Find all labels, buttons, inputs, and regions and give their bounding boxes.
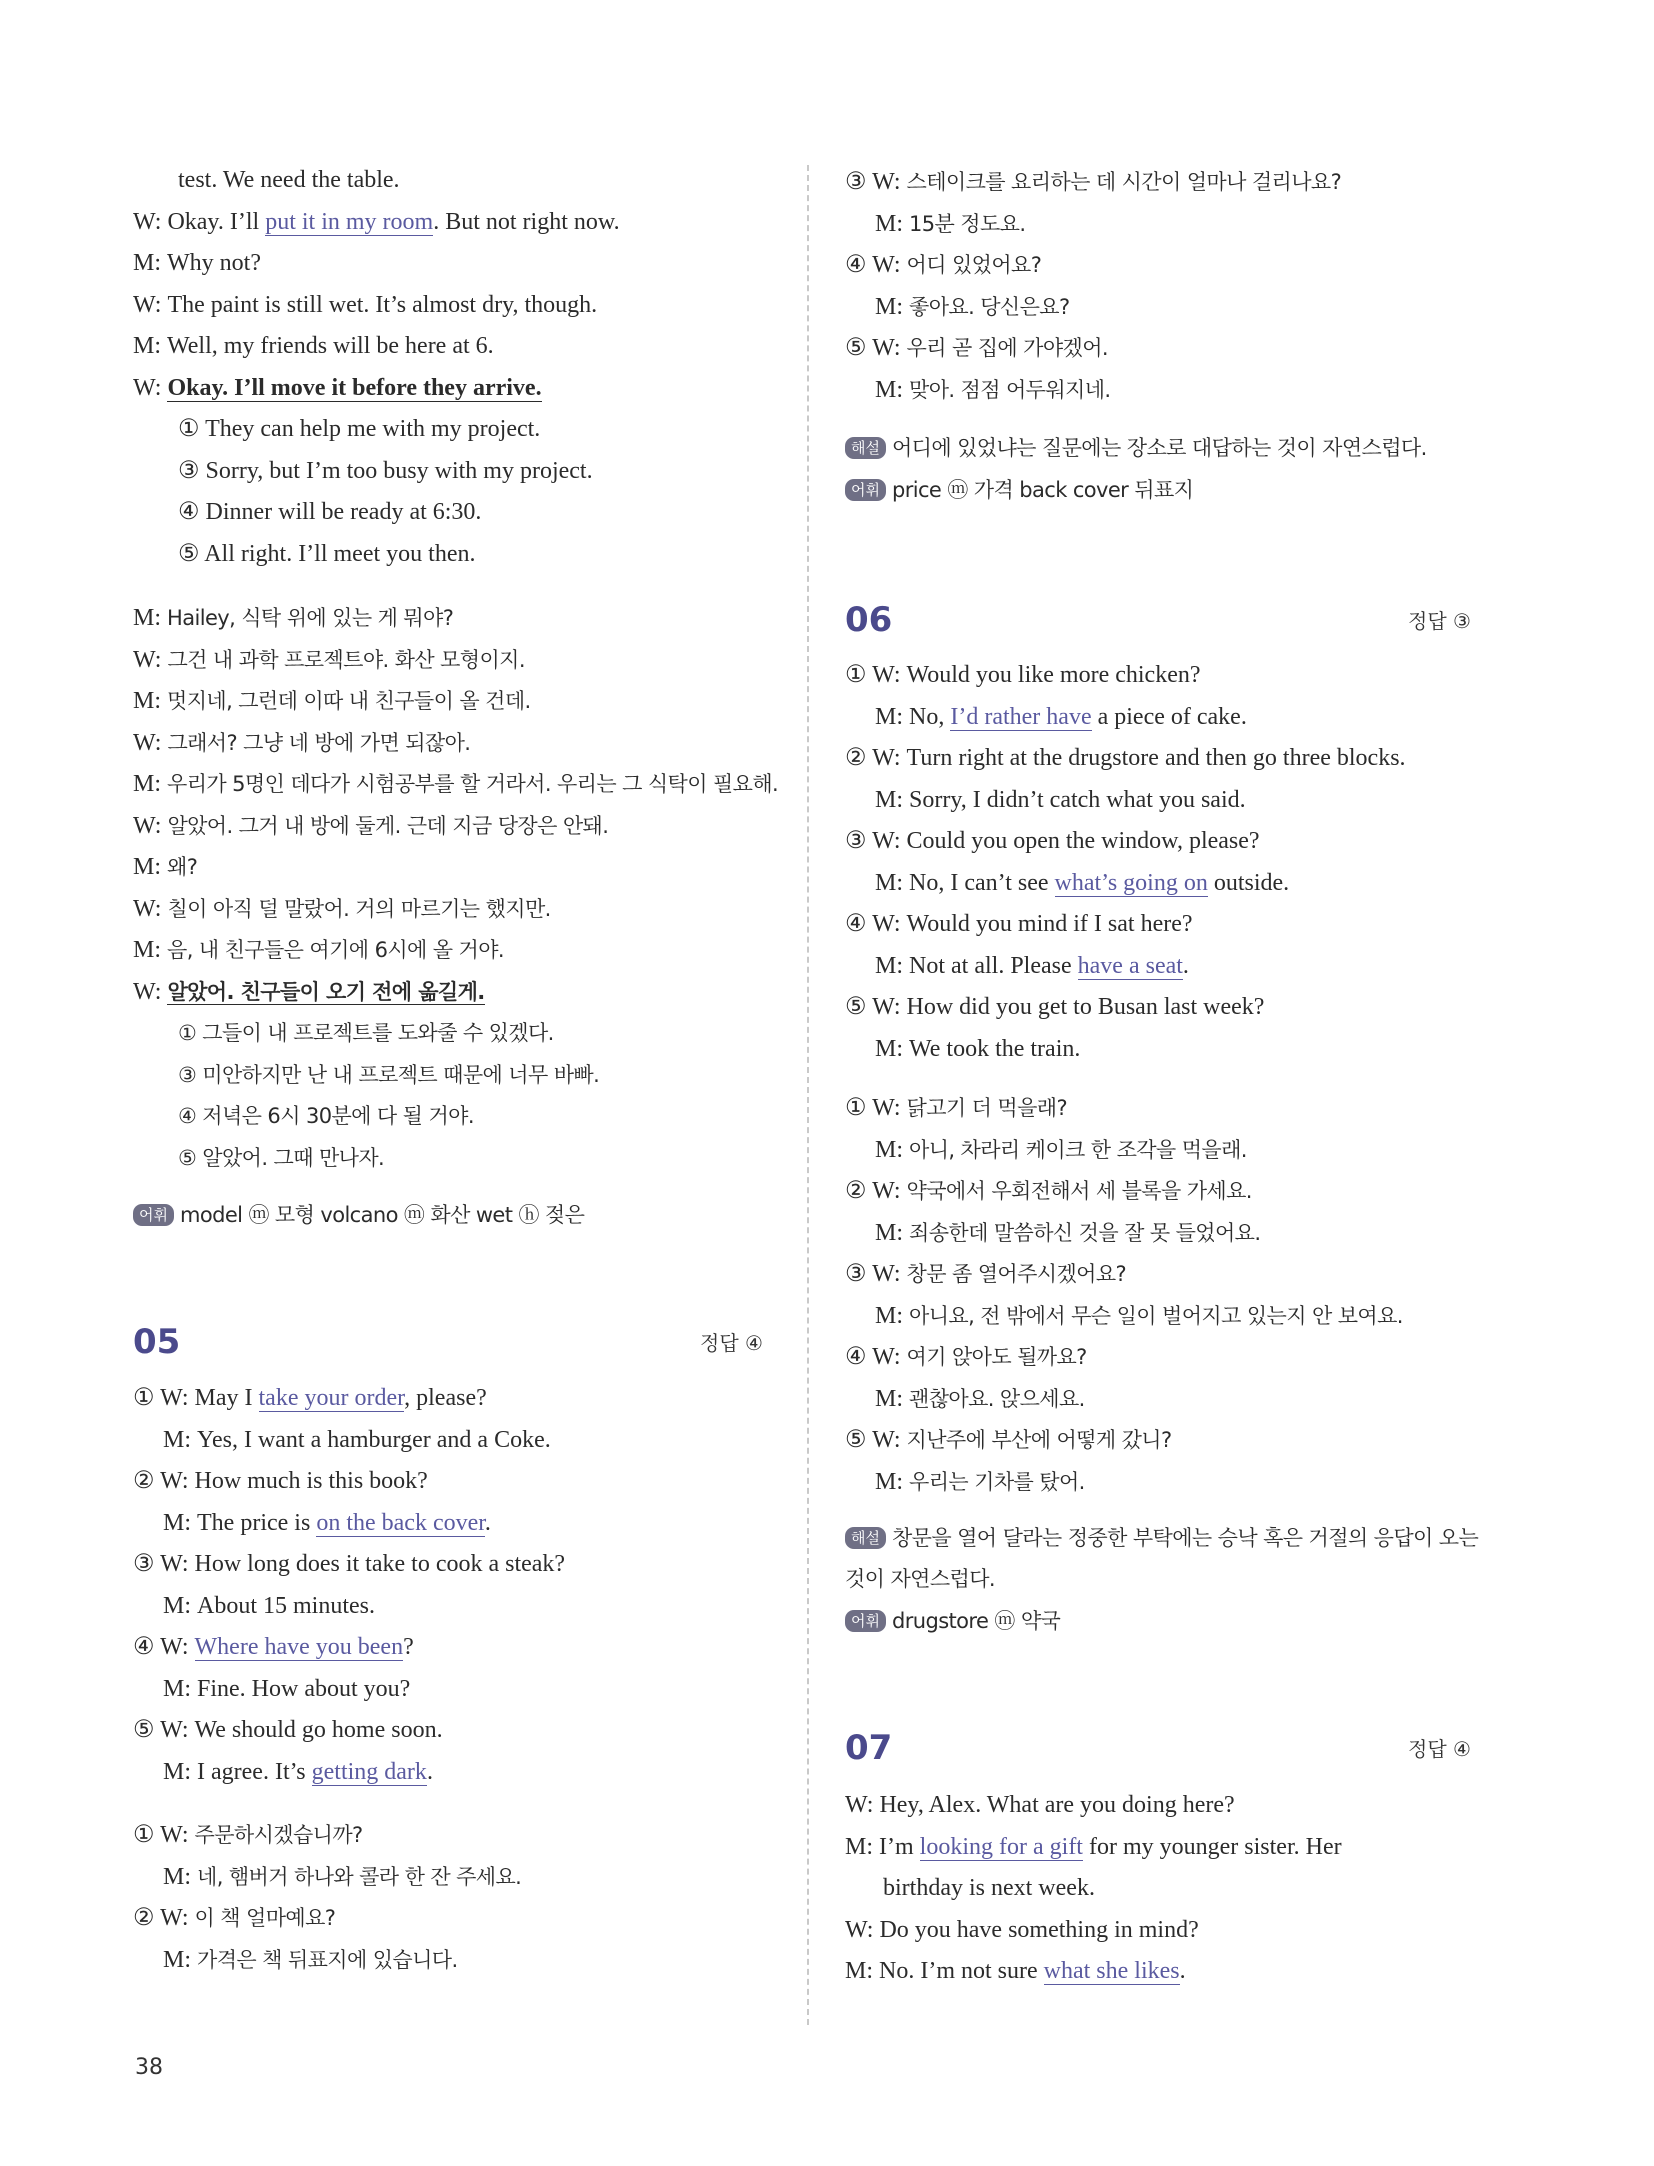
speaker-label: ④ W: — [133, 1634, 195, 1660]
line-text: 15분 정도요. — [909, 211, 1026, 236]
speaker-label: ⑤ W: — [133, 1717, 195, 1743]
dialogue-line — [883, 1873, 1095, 1903]
line-text: ⑤ All right. I’ll meet you then. — [178, 540, 476, 567]
dialogue-line — [178, 1018, 554, 1048]
speaker-label: M: — [133, 688, 168, 714]
dialogue-line — [133, 894, 551, 924]
dialogue-line — [133, 686, 531, 716]
speaker-label: ④ W: — [845, 911, 907, 937]
dialogue-line — [875, 1135, 1247, 1165]
speaker-label: ② W: — [845, 1178, 907, 1204]
speaker-label: M: — [875, 703, 910, 730]
speaker-label: ③ W: — [133, 1551, 195, 1577]
speaker-label: W: — [845, 1916, 880, 1943]
speaker-label: ④ W: — [845, 1344, 907, 1370]
dialogue-line — [845, 1176, 1252, 1206]
line-text: 약국에서 우회전해서 세 블록을 가세요. — [906, 1179, 1252, 1203]
dialogue-line — [133, 769, 778, 799]
vocab-tag: 어휘 — [845, 479, 886, 501]
speaker-label: W: — [133, 208, 168, 235]
speaker-label: ⑤ W: — [845, 994, 907, 1020]
dialogue-line — [875, 375, 1111, 405]
dialogue-line — [845, 1832, 1342, 1862]
line-text: ① 그들이 내 프로젝트를 도와줄 수 있겠다. — [178, 1021, 554, 1045]
fill-blank: Where have you been — [194, 1634, 404, 1660]
explanation-06-text: 창문을 열어 달라는 정중한 부탁에는 승낙 혹은 거절의 응답이 오는 — [891, 1526, 1479, 1550]
speaker-label: ③ W: — [845, 169, 907, 195]
page-number: 38 — [135, 2055, 163, 2080]
dialogue-line — [178, 1143, 384, 1173]
speaker-label: ⑤ W: — [845, 335, 907, 361]
dialogue-line — [178, 165, 400, 195]
speaker-label: W: — [845, 1792, 880, 1818]
line-text: 여기 앉아도 될까요? — [906, 1345, 1087, 1369]
fill-blank: take your order — [258, 1385, 405, 1411]
speaker-label: M: — [163, 1758, 198, 1785]
dialogue-line — [133, 603, 453, 633]
dialogue-line — [845, 250, 1041, 280]
speaker-label: ① W: — [133, 1822, 195, 1848]
line-text: May I — [194, 1385, 259, 1411]
answer-sentence: Okay. I’ll move it before they arrive. — [167, 374, 542, 401]
speaker-label: W: — [133, 978, 168, 1005]
line-text: 우리 곧 집에 가야겠어. — [906, 336, 1108, 360]
speaker-label: ① W: — [845, 1095, 907, 1121]
column-divider — [807, 165, 809, 2025]
line-text: I’m — [879, 1833, 920, 1860]
line-text: 괜찮아요. 앉으세요. — [909, 1386, 1085, 1411]
speaker-label: ② W: — [845, 745, 907, 771]
dialogue-line — [875, 1034, 1080, 1064]
dialogue-line — [845, 1790, 1235, 1820]
dialogue-line — [845, 333, 1108, 363]
dialogue-line — [163, 1945, 458, 1975]
fill-blank: put it in my room — [265, 208, 434, 235]
dialogue-line — [133, 1383, 487, 1413]
section-06-number: 06 — [845, 600, 893, 640]
line-text: Okay. I’ll — [167, 208, 266, 235]
dialogue-line — [845, 1956, 1186, 1986]
dialogue-line — [133, 1549, 565, 1579]
line-text: outside. — [1207, 869, 1290, 896]
dialogue-line — [845, 1425, 1172, 1455]
line-text: Well, my friends will be here at 6. — [167, 333, 494, 359]
dialogue-line — [133, 1632, 414, 1662]
line-text: About 15 minutes. — [197, 1592, 376, 1619]
speaker-label: W: — [133, 895, 168, 922]
line-text: for my younger sister. Her — [1082, 1833, 1342, 1860]
dialogue-line — [133, 1903, 335, 1933]
fill-blank: looking for a gift — [919, 1833, 1083, 1860]
explanation — [845, 433, 1427, 463]
fill-blank: what’s going on — [1054, 869, 1208, 896]
line-text: ④ Dinner will be ready at 6:30. — [178, 499, 482, 525]
line-text: 네, 햄버거 하나와 콜라 한 잔 주세요. — [197, 1864, 522, 1889]
speaker-label: M: — [163, 1509, 198, 1536]
speaker-label: M: — [133, 854, 168, 880]
line-text: Fine. How about you? — [197, 1675, 411, 1702]
dialogue-line — [178, 414, 540, 444]
line-text: ④ 저녁은 6시 30분에 다 될 거야. — [178, 1104, 474, 1128]
dialogue-line — [845, 909, 1193, 939]
dialogue-line — [178, 1101, 474, 1131]
dialogue-line — [845, 1342, 1087, 1372]
line-text: . — [1179, 1958, 1186, 1984]
line-text: 알았어. 그거 내 방에 둘게. 근데 지금 당장은 안돼. — [167, 813, 609, 838]
speaker-label: M: — [845, 1958, 880, 1984]
speaker-label: M: — [163, 1426, 198, 1453]
line-text: a piece of cake. — [1091, 703, 1247, 730]
dialogue-line — [133, 1820, 363, 1850]
line-text: ① They can help me with my project. — [178, 416, 541, 442]
line-text: 주문하시겠습니까? — [194, 1823, 363, 1847]
line-text: 죄송한데 말씀하신 것을 잘 못 들었어요. — [909, 1220, 1261, 1245]
line-text: 이 책 얼마예요? — [194, 1906, 336, 1930]
line-text: The price is — [197, 1509, 317, 1536]
line-text: 스테이크를 요리하는 데 시간이 얼마나 걸리나요? — [906, 170, 1342, 194]
dialogue-line — [133, 248, 261, 278]
dialogue-line — [178, 497, 481, 527]
line-text: The paint is still wet. It’s almost dry, though. — [167, 291, 598, 318]
speaker-label: W: — [133, 646, 168, 673]
line-text: How much is this book? — [194, 1468, 428, 1494]
line-text: 아니, 차라리 케이크 한 조각을 먹을래. — [909, 1137, 1247, 1162]
dialogue-line — [845, 826, 1260, 856]
line-text: Turn right at the drugstore and then go three blocks. — [906, 745, 1406, 771]
dialogue-line — [133, 811, 608, 841]
speaker-label: M: — [875, 1035, 910, 1062]
line-text: No. I’m not sure — [879, 1958, 1044, 1984]
speaker-label: M: — [875, 952, 910, 979]
vocab-06-text: drugstore ⓜ 약국 — [891, 1609, 1061, 1633]
line-text: Sorry, I didn’t catch what you said. — [909, 786, 1246, 813]
line-text: 어디 있었어요? — [906, 253, 1042, 277]
speaker-label: M: — [163, 1675, 198, 1702]
dialogue-line — [163, 1591, 375, 1621]
line-text: Do you have something in mind? — [879, 1916, 1199, 1943]
speaker-label: M: — [133, 771, 168, 797]
line-text: No, — [909, 703, 951, 730]
dialogue-line — [163, 1862, 521, 1892]
speaker-label: ① W: — [845, 662, 907, 688]
dialogue-line — [178, 1060, 599, 1090]
line-text: Yes, I want a hamburger and a Coke. — [197, 1426, 551, 1453]
dialogue-line — [845, 1093, 1067, 1123]
fill-blank: getting dark — [311, 1758, 427, 1785]
speaker-label: ④ W: — [845, 252, 907, 278]
vocab-tag: 어휘 — [133, 1204, 174, 1226]
dialogue-line — [845, 167, 1341, 197]
vocab-06-tag: 어휘 — [845, 1610, 886, 1632]
explanation-tag: 해설 — [845, 437, 886, 459]
dialogue-line — [875, 868, 1289, 898]
line-text: 음, 내 친구들은 여기에 6시에 올 거야. — [167, 938, 504, 962]
speaker-label: M: — [875, 869, 910, 896]
line-text: . — [426, 1758, 433, 1785]
explanation-text: 어디에 있었냐는 질문에는 장소로 대답하는 것이 자연스럽다. — [891, 436, 1427, 460]
dialogue-line — [875, 702, 1247, 732]
section-07-answer: 정답 ④ — [1408, 1737, 1471, 1761]
speaker-label: M: — [163, 1863, 198, 1890]
line-text: . But not right now. — [433, 208, 620, 235]
dialogue-line — [133, 977, 485, 1007]
speaker-label: M: — [845, 1833, 880, 1860]
section-05-number: 05 — [133, 1322, 181, 1362]
dialogue-line — [845, 1259, 1126, 1289]
dialogue-line — [875, 1384, 1085, 1414]
line-text: 닭고기 더 먹을래? — [906, 1096, 1068, 1120]
line-text: ? — [403, 1634, 414, 1660]
line-text: test. We need the table. — [178, 167, 400, 193]
speaker-label: M: — [133, 250, 168, 276]
line-text: . — [484, 1509, 491, 1536]
dialogue-line — [133, 290, 597, 320]
vocab — [133, 1200, 584, 1230]
speaker-label: ③ W: — [845, 1261, 907, 1287]
line-text: 우리는 기차를 탔어. — [909, 1469, 1085, 1494]
speaker-label: M: — [163, 1592, 198, 1619]
vocab-text: model ⓜ 모형 volcano ⓜ 화산 wet ⓗ 젖은 — [179, 1203, 585, 1227]
line-text: Would you like more chicken? — [906, 662, 1201, 688]
speaker-label: M: — [875, 786, 910, 813]
line-text: 좋아요. 당신은요? — [909, 294, 1070, 319]
dialogue-line — [875, 1467, 1085, 1497]
dialogue-line — [845, 1915, 1199, 1945]
line-text: We should go home soon. — [194, 1717, 443, 1743]
section-06-answer: 정답 ③ — [1408, 609, 1471, 633]
line-text: 왜? — [167, 855, 198, 879]
dialogue-line — [875, 209, 1025, 239]
line-text: ⑤ 알았어. 그때 만나자. — [178, 1145, 385, 1170]
speaker-label: M: — [875, 1136, 910, 1163]
speaker-label: ① W: — [133, 1385, 195, 1411]
line-text: 창문 좀 열어주시겠어요? — [906, 1262, 1127, 1286]
dialogue-line — [133, 728, 470, 758]
fill-blank: have a seat — [1077, 952, 1183, 979]
dialogue-line — [163, 1674, 410, 1704]
speaker-label: W: — [133, 374, 168, 401]
speaker-label: M: — [875, 376, 910, 403]
line-text: Why not? — [167, 250, 261, 276]
dialogue-line — [845, 992, 1264, 1022]
speaker-label: ③ W: — [845, 828, 907, 854]
speaker-label: W: — [133, 729, 168, 756]
dialogue-line — [845, 743, 1406, 773]
line-text: 맞아. 점점 어두워지네. — [909, 377, 1111, 402]
line-text: 아니요, 전 밖에서 무슨 일이 벌어지고 있는지 안 보여요. — [909, 1303, 1403, 1328]
vocab — [845, 475, 1193, 505]
section-05-answer: 정답 ④ — [700, 1331, 763, 1355]
speaker-label: ② W: — [133, 1468, 195, 1494]
line-text: How did you get to Busan last week? — [906, 994, 1265, 1020]
line-text: How long does it take to cook a steak? — [194, 1551, 566, 1577]
line-text: Would you mind if I sat here? — [906, 911, 1193, 937]
line-text: 그래서? 그냥 네 방에 가면 되잖아. — [167, 730, 471, 755]
dialogue-line — [875, 292, 1070, 322]
dialogue-line — [845, 660, 1201, 690]
fill-blank: I’d rather have — [950, 703, 1092, 730]
speaker-label: M: — [163, 1946, 198, 1973]
line-text: Hey, Alex. What are you doing here? — [879, 1792, 1235, 1818]
dialogue-line — [178, 456, 593, 486]
line-text: Could you open the window, please? — [906, 828, 1260, 854]
line-text: No, I can’t see — [909, 869, 1055, 896]
section-07-number: 07 — [845, 1728, 893, 1768]
explanation-06 — [845, 1523, 1478, 1553]
dialogue-line — [875, 1218, 1260, 1248]
dialogue-line — [163, 1757, 433, 1787]
speaker-label: M: — [133, 333, 168, 359]
speaker-label: W: — [133, 291, 168, 318]
speaker-label: M: — [133, 605, 168, 631]
line-text: , please? — [404, 1385, 487, 1411]
speaker-label: M: — [875, 1385, 910, 1412]
dialogue-line — [133, 935, 504, 965]
explanation-06-cont: 것이 자연스럽다. — [845, 1567, 995, 1591]
dialogue-line — [133, 645, 525, 675]
line-text: 지난주에 부산에 어떻게 갔니? — [906, 1428, 1172, 1452]
dialogue-line — [163, 1508, 491, 1538]
speaker-label: M: — [875, 1468, 910, 1495]
vocab-text: price ⓜ 가격 back cover 뒤표지 — [891, 478, 1194, 502]
dialogue-line — [178, 539, 475, 569]
line-text: 우리가 5명인 데다가 시험공부를 할 거라서. 우리는 그 식탁이 필요해. — [167, 772, 779, 796]
line-text: ③ 미안하지만 난 내 프로젝트 때문에 너무 바빠. — [178, 1062, 600, 1087]
line-text: 멋지네, 그런데 이따 내 친구들이 올 건데. — [167, 689, 531, 713]
speaker-label: M: — [875, 210, 910, 237]
line-text: 칠이 아직 덜 말랐어. 거의 마르기는 했지만. — [167, 896, 551, 921]
dialogue-line — [133, 207, 620, 237]
line-text: 그건 내 과학 프로젝트야. 화산 모형이지. — [167, 647, 525, 672]
speaker-label: M: — [875, 293, 910, 320]
dialogue-line — [875, 951, 1189, 981]
speaker-label: M: — [875, 1219, 910, 1246]
explanation-06-tag: 해설 — [845, 1527, 886, 1549]
dialogue-line — [133, 852, 197, 882]
fill-blank: what she likes — [1043, 1958, 1180, 1984]
line-text: . — [1182, 952, 1189, 979]
speaker-label: M: — [133, 937, 168, 963]
line-text: Hailey, 식탁 위에 있는 게 뭐야? — [167, 606, 454, 630]
fill-blank: on the back cover — [316, 1509, 485, 1536]
speaker-label: ② W: — [133, 1905, 195, 1931]
line-text: Not at all. Please — [909, 952, 1078, 979]
vocab-06 — [845, 1606, 1060, 1636]
dialogue-line — [875, 1301, 1403, 1331]
line-text: We took the train. — [909, 1035, 1081, 1062]
dialogue-line — [163, 1425, 551, 1455]
line-text: birthday is next week. — [883, 1875, 1095, 1901]
dialogue-line — [133, 331, 494, 361]
speaker-label: ⑤ W: — [845, 1427, 907, 1453]
line-text: I agree. It’s — [197, 1758, 312, 1785]
answer-sentence: 알았어. 친구들이 오기 전에 옮길게. — [167, 979, 485, 1004]
dialogue-line — [875, 785, 1246, 815]
line-text: ③ Sorry, but I’m too busy with my project. — [178, 457, 593, 484]
dialogue-line — [133, 1466, 428, 1496]
dialogue-line — [133, 373, 542, 403]
speaker-label: W: — [133, 812, 168, 839]
speaker-label: M: — [875, 1302, 910, 1329]
line-text: 가격은 책 뒤표지에 있습니다. — [197, 1947, 458, 1972]
dialogue-line — [133, 1715, 443, 1745]
